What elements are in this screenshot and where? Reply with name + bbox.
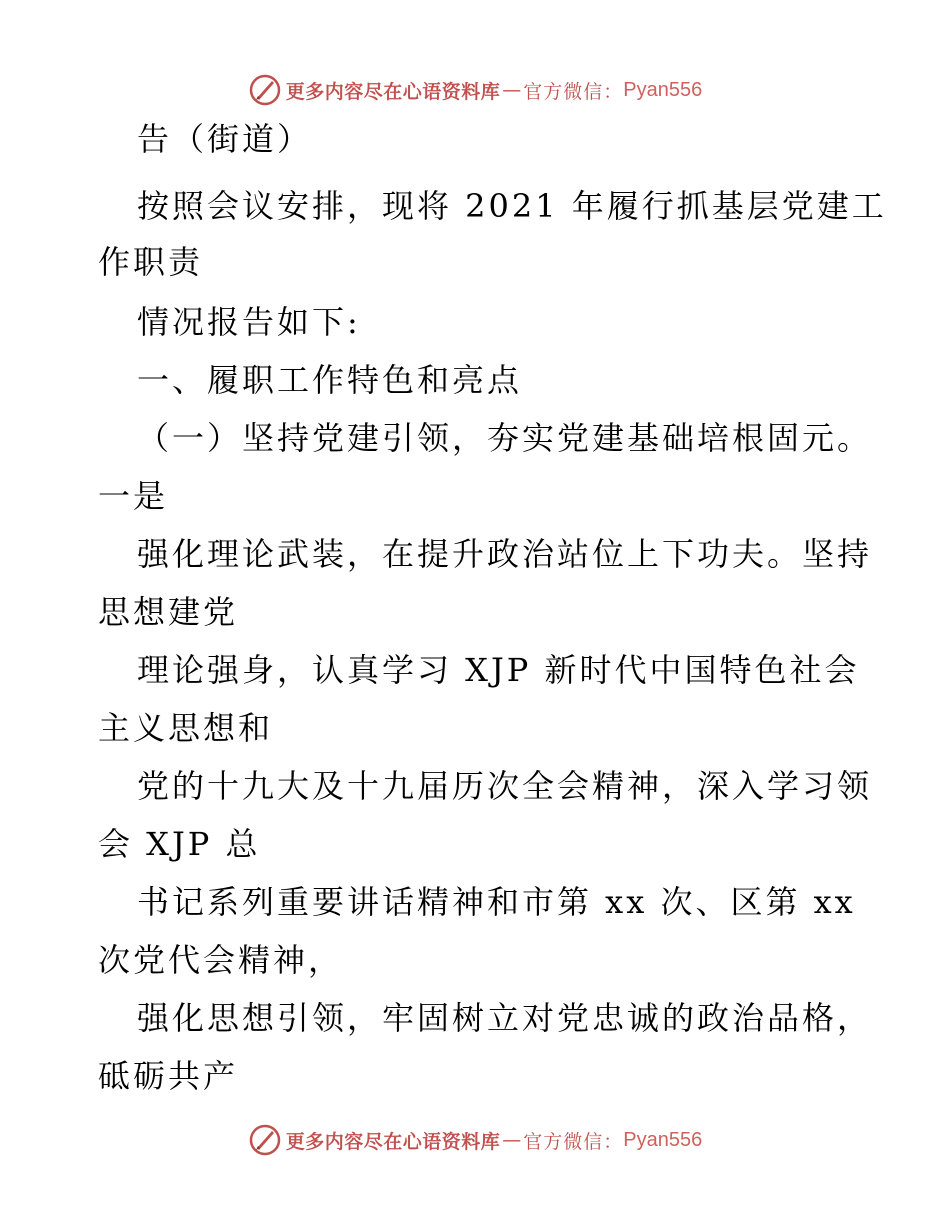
text-line: （一）坚持党建引领，夯实党建基础培根固元。 <box>137 419 873 457</box>
text-line: 书记系列重要讲话精神和市第 xx 次、区第 xx <box>137 883 856 921</box>
text-line: 情况报告如下: <box>137 303 361 341</box>
quill-logo-icon <box>248 1123 282 1157</box>
text-line: 次党代会精神， <box>98 941 344 979</box>
text-line: 会 XJP 总 <box>98 825 261 863</box>
watermark-text: 更多内容尽在心语资料库 <box>285 1130 501 1153</box>
watermark-dash: — <box>502 1129 522 1151</box>
text-line: 党的十九大及十九届历次全会精神，深入学习领 <box>137 767 873 805</box>
watermark-wechat-id: Pyan556 <box>623 78 703 101</box>
watermark-wechat-label: 官方微信： <box>523 1130 624 1153</box>
watermark-dash: — <box>502 79 522 101</box>
watermark-footer <box>0 1120 950 1160</box>
text-line: 告（街道） <box>137 120 313 158</box>
watermark-text: 更多内容尽在心语资料库 <box>285 80 501 103</box>
text-line: 作职责 <box>98 243 204 281</box>
quill-logo-icon <box>248 73 282 107</box>
text-line: 一是 <box>98 477 169 515</box>
watermark-wechat-label: 官方微信： <box>523 80 624 103</box>
text-line: 理论强身，认真学习 XJP 新时代中国特色社会 <box>137 651 860 689</box>
watermark-wechat-id: Pyan556 <box>623 1128 703 1151</box>
text-line: 砥砺共产 <box>98 1057 239 1095</box>
text-line: 强化思想引领，牢固树立对党忠诚的政治品格， <box>137 999 873 1037</box>
text-line: 主义思想和 <box>98 709 274 747</box>
text-line: 强化理论武装，在提升政治站位上下功夫。坚持 <box>137 535 873 573</box>
text-line: 一、履职工作特色和亮点 <box>137 361 523 399</box>
text-line: 思想建党 <box>98 593 239 631</box>
watermark-header <box>0 70 950 110</box>
text-line: 按照会议安排，现将 2021 年履行抓基层党建工 <box>137 187 887 225</box>
